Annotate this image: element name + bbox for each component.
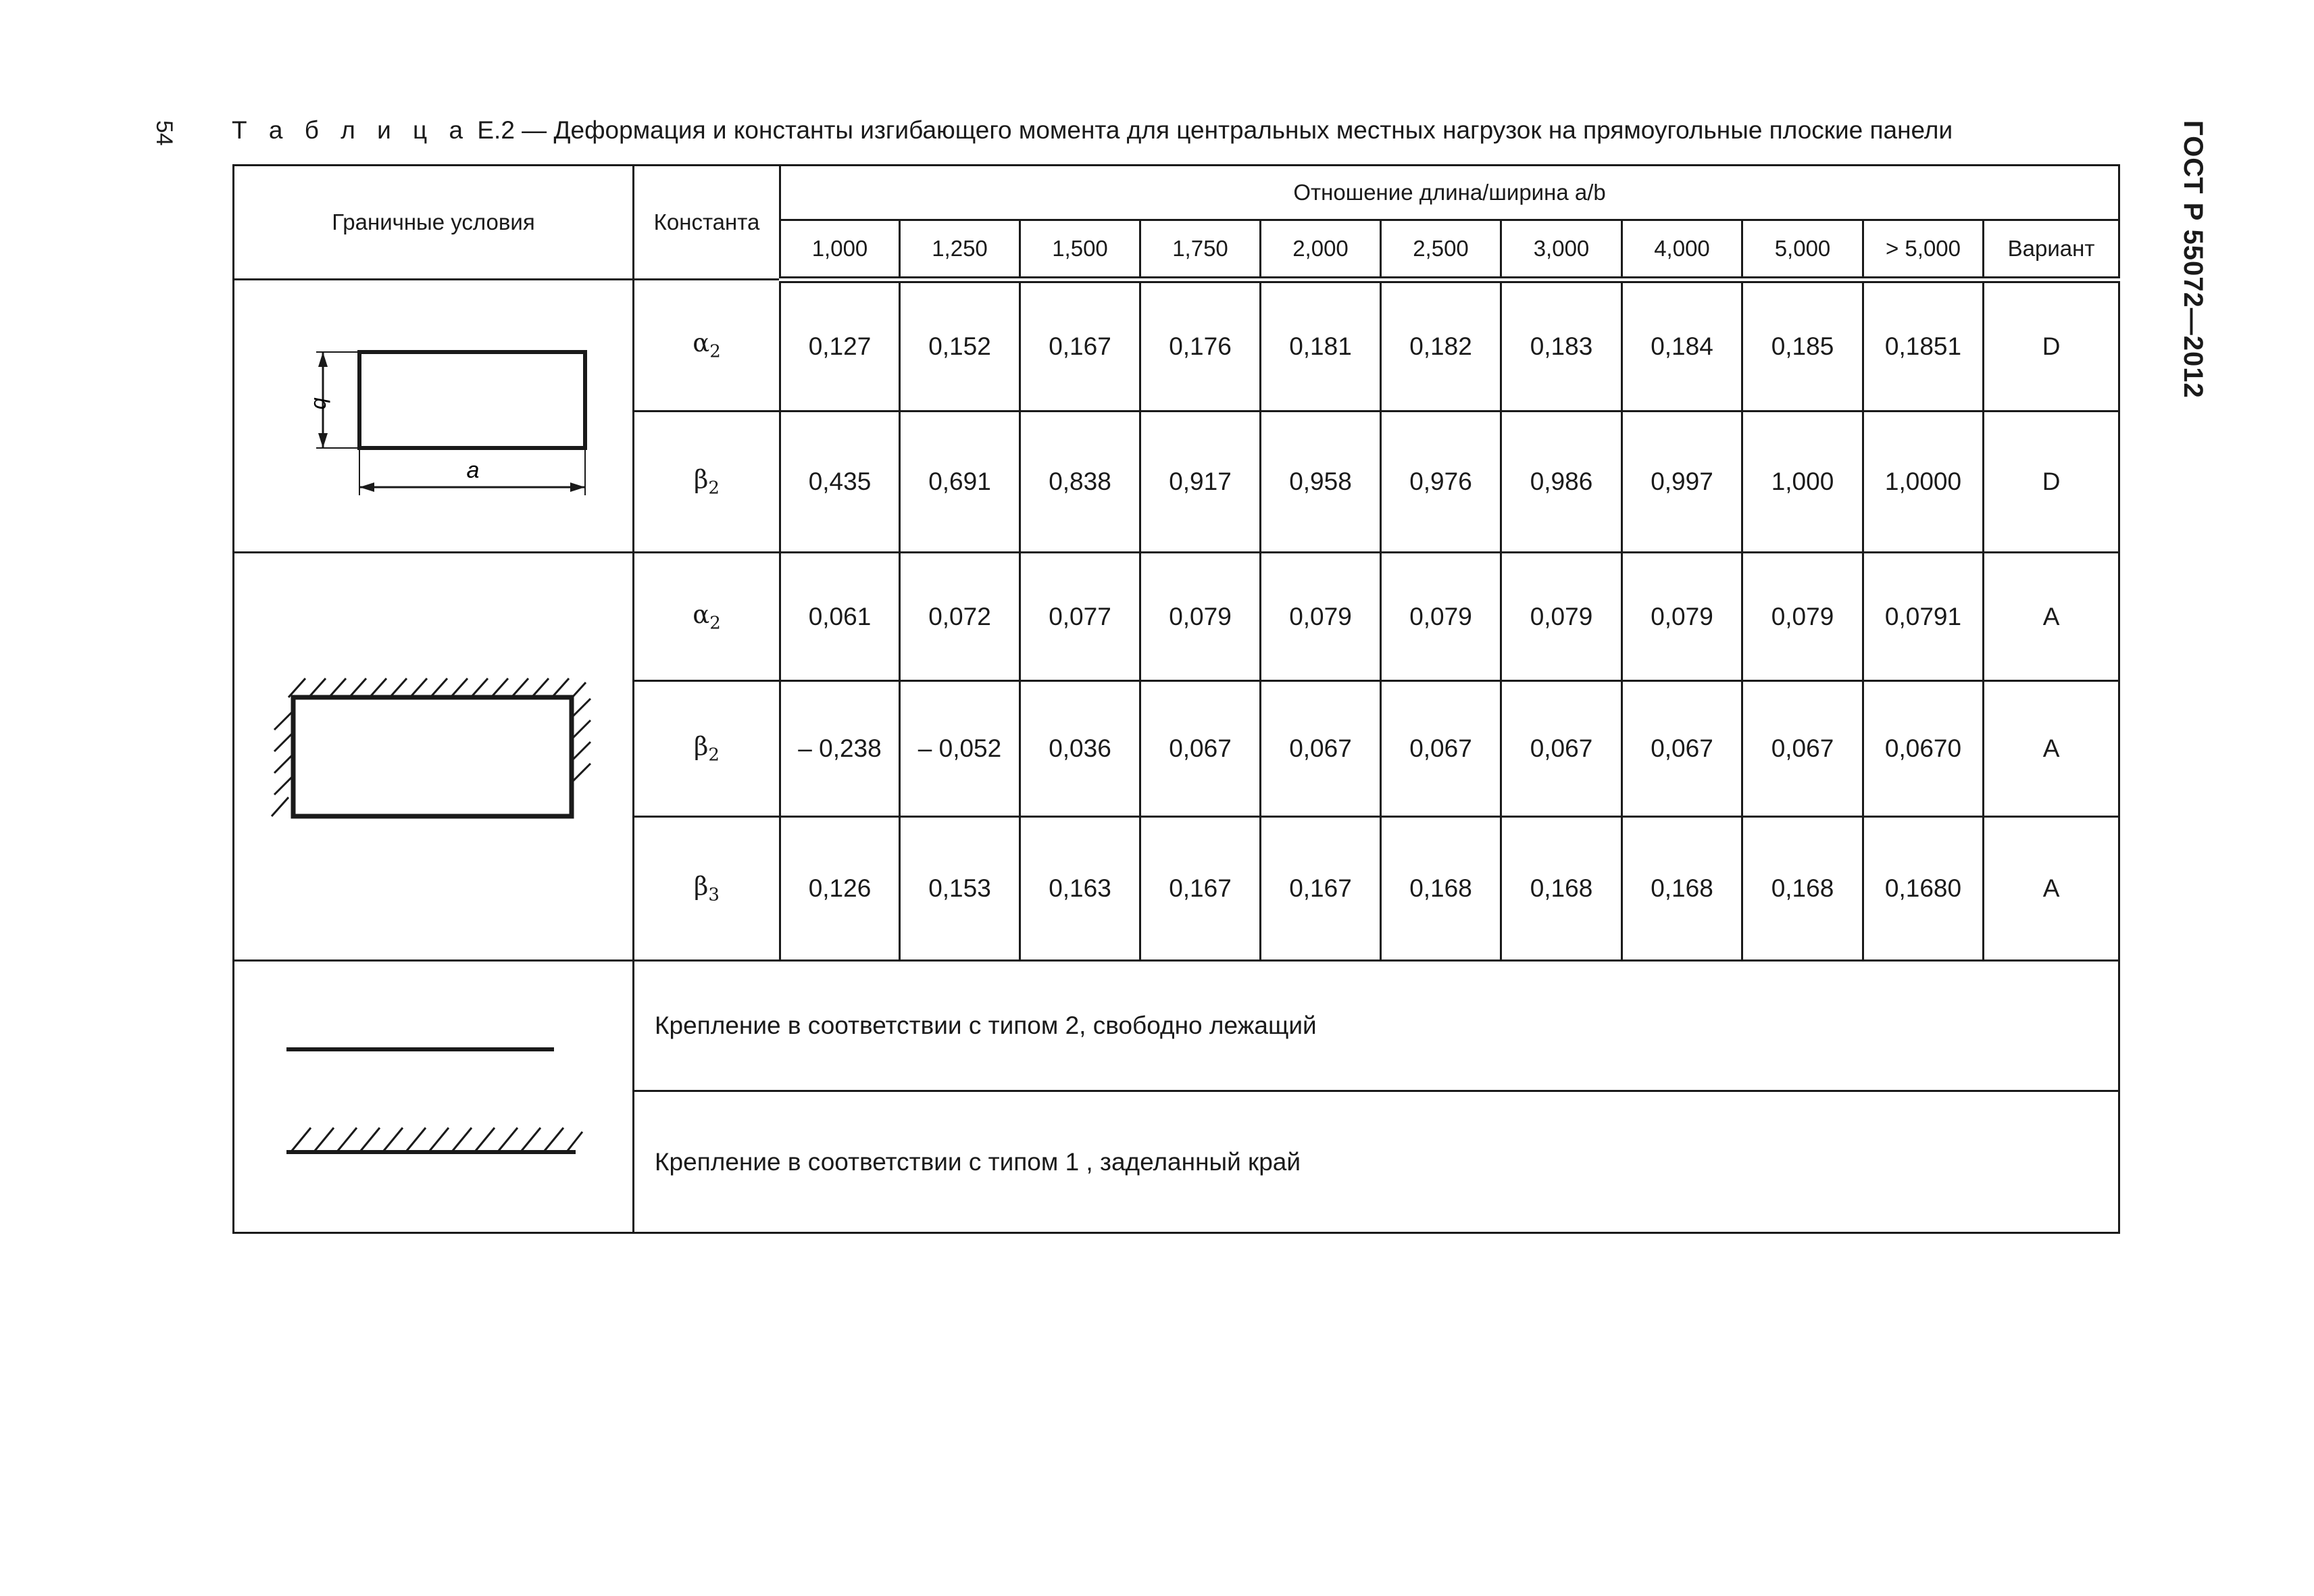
table-row	[234, 280, 2119, 412]
clamped-edge-symbol	[286, 1128, 582, 1152]
value-cell: 0,976	[1381, 412, 1501, 553]
value-cell: 0,435	[780, 412, 900, 553]
constant-symbol: $\alpha_2$	[634, 553, 780, 681]
value-cell: 0,163	[1020, 817, 1140, 961]
value-cell: 0,036	[1020, 681, 1140, 817]
page-number: 54	[151, 120, 177, 146]
value-cell: 0,067	[1261, 681, 1381, 817]
constant-symbol: $\alpha_2$	[634, 280, 780, 412]
value-cell: 0,072	[900, 553, 1020, 681]
data-table	[232, 164, 2120, 1234]
value-cell: 0,0670	[1863, 681, 1984, 817]
dimension-label-b: b	[309, 397, 334, 409]
value-cell: 0,067	[1742, 681, 1863, 817]
variant-cell: D	[1984, 412, 2119, 553]
value-cell: 0,1680	[1863, 817, 1984, 961]
legend-simply-supported: Крепление в соответствии с типом 2, свободно лежащий	[634, 961, 2119, 1091]
value-cell: 0,067	[1622, 681, 1742, 817]
value-cell: 0,182	[1381, 280, 1501, 412]
value-cell: 0,168	[1501, 817, 1622, 961]
value-cell: 1,0000	[1863, 412, 1984, 553]
value-cell: 0,077	[1020, 553, 1140, 681]
constant-symbol: $\beta_2$	[634, 412, 780, 553]
header-ratio-value: 2,500	[1381, 220, 1501, 280]
value-cell: 0,127	[780, 280, 900, 412]
value-cell: 0,067	[1140, 681, 1261, 817]
value-cell: 0,184	[1622, 280, 1742, 412]
value-cell: 0,997	[1622, 412, 1742, 553]
constant-symbol: $\beta_2$	[634, 681, 780, 817]
value-cell: 0,167	[1261, 817, 1381, 961]
value-cell: 0,986	[1501, 412, 1622, 553]
value-cell: 0,691	[900, 412, 1020, 553]
value-cell: 0,126	[780, 817, 900, 961]
table-row	[234, 961, 2119, 1091]
header-ratio-value: 1,750	[1140, 220, 1261, 280]
value-cell: 0,079	[1742, 553, 1863, 681]
value-cell: 0,079	[1381, 553, 1501, 681]
header-ratio-value: > 5,000	[1863, 220, 1984, 280]
value-cell: 0,917	[1140, 412, 1261, 553]
diagram-clamped	[234, 553, 634, 961]
value-cell: 0,167	[1020, 280, 1140, 412]
value-cell: 0,838	[1020, 412, 1140, 553]
value-cell: 0,061	[780, 553, 900, 681]
header-ratio-value: 3,000	[1501, 220, 1622, 280]
header-ratio-value: 1,250	[900, 220, 1020, 280]
value-cell: 0,185	[1742, 280, 1863, 412]
edge-symbols-diagram	[245, 968, 623, 1225]
variant-cell: A	[1984, 681, 2119, 817]
value-cell: 0,079	[1140, 553, 1261, 681]
value-cell: 0,181	[1261, 280, 1381, 412]
value-cell: 0,067	[1501, 681, 1622, 817]
value-cell: 0,153	[900, 817, 1020, 961]
value-cell: 0,152	[900, 280, 1020, 412]
value-cell: 0,168	[1742, 817, 1863, 961]
value-cell: 0,079	[1501, 553, 1622, 681]
diagram-simply-supported	[234, 280, 634, 553]
value-cell: 1,000	[1742, 412, 1863, 553]
caption-label: Т а б л и ц а	[232, 116, 471, 144]
caption-text: Е.2 — Деформация и константы изгибающего момента для центральных местных нагрузок на прямоугольные плоские панели	[477, 116, 1953, 144]
value-cell: 0,167	[1140, 817, 1261, 961]
value-cell: 0,168	[1622, 817, 1742, 961]
value-cell: 0,168	[1381, 817, 1501, 961]
header-ratio: Отношение длина/ширина a/b	[780, 166, 2119, 220]
value-cell: – 0,238	[780, 681, 900, 817]
value-cell: 0,958	[1261, 412, 1381, 553]
value-cell: 0,067	[1381, 681, 1501, 817]
plate-dimension-diagram	[258, 305, 609, 528]
value-cell: 0,176	[1140, 280, 1261, 412]
header-variant: Вариант	[1984, 220, 2119, 280]
table-caption	[232, 116, 1953, 145]
legend-symbols	[234, 961, 634, 1233]
document-code: ГОСТ Р 55072—2012	[2178, 120, 2208, 399]
value-cell: 0,183	[1501, 280, 1622, 412]
value-cell: 0,079	[1261, 553, 1381, 681]
legend-clamped: Крепление в соответствии с типом 1 , заделанный край	[634, 1091, 2119, 1233]
dimension-label-a: a	[466, 457, 479, 483]
table-row	[234, 553, 2119, 681]
variant-cell: D	[1984, 280, 2119, 412]
value-cell: 0,0791	[1863, 553, 1984, 681]
header-constant: Константа	[634, 166, 780, 280]
clamped-plate-diagram	[265, 669, 603, 845]
header-ratio-value: 4,000	[1622, 220, 1742, 280]
constant-symbol: $\beta_3$	[634, 817, 780, 961]
header-ratio-value: 5,000	[1742, 220, 1863, 280]
variant-cell: A	[1984, 817, 2119, 961]
header-ratio-value: 1,000	[780, 220, 900, 280]
variant-cell: A	[1984, 553, 2119, 681]
value-cell: – 0,052	[900, 681, 1020, 817]
value-cell: 0,1851	[1863, 280, 1984, 412]
value-cell: 0,079	[1622, 553, 1742, 681]
header-ratio-value: 2,000	[1261, 220, 1381, 280]
header-ratio-value: 1,500	[1020, 220, 1140, 280]
header-boundary: Граничные условия	[234, 166, 634, 280]
